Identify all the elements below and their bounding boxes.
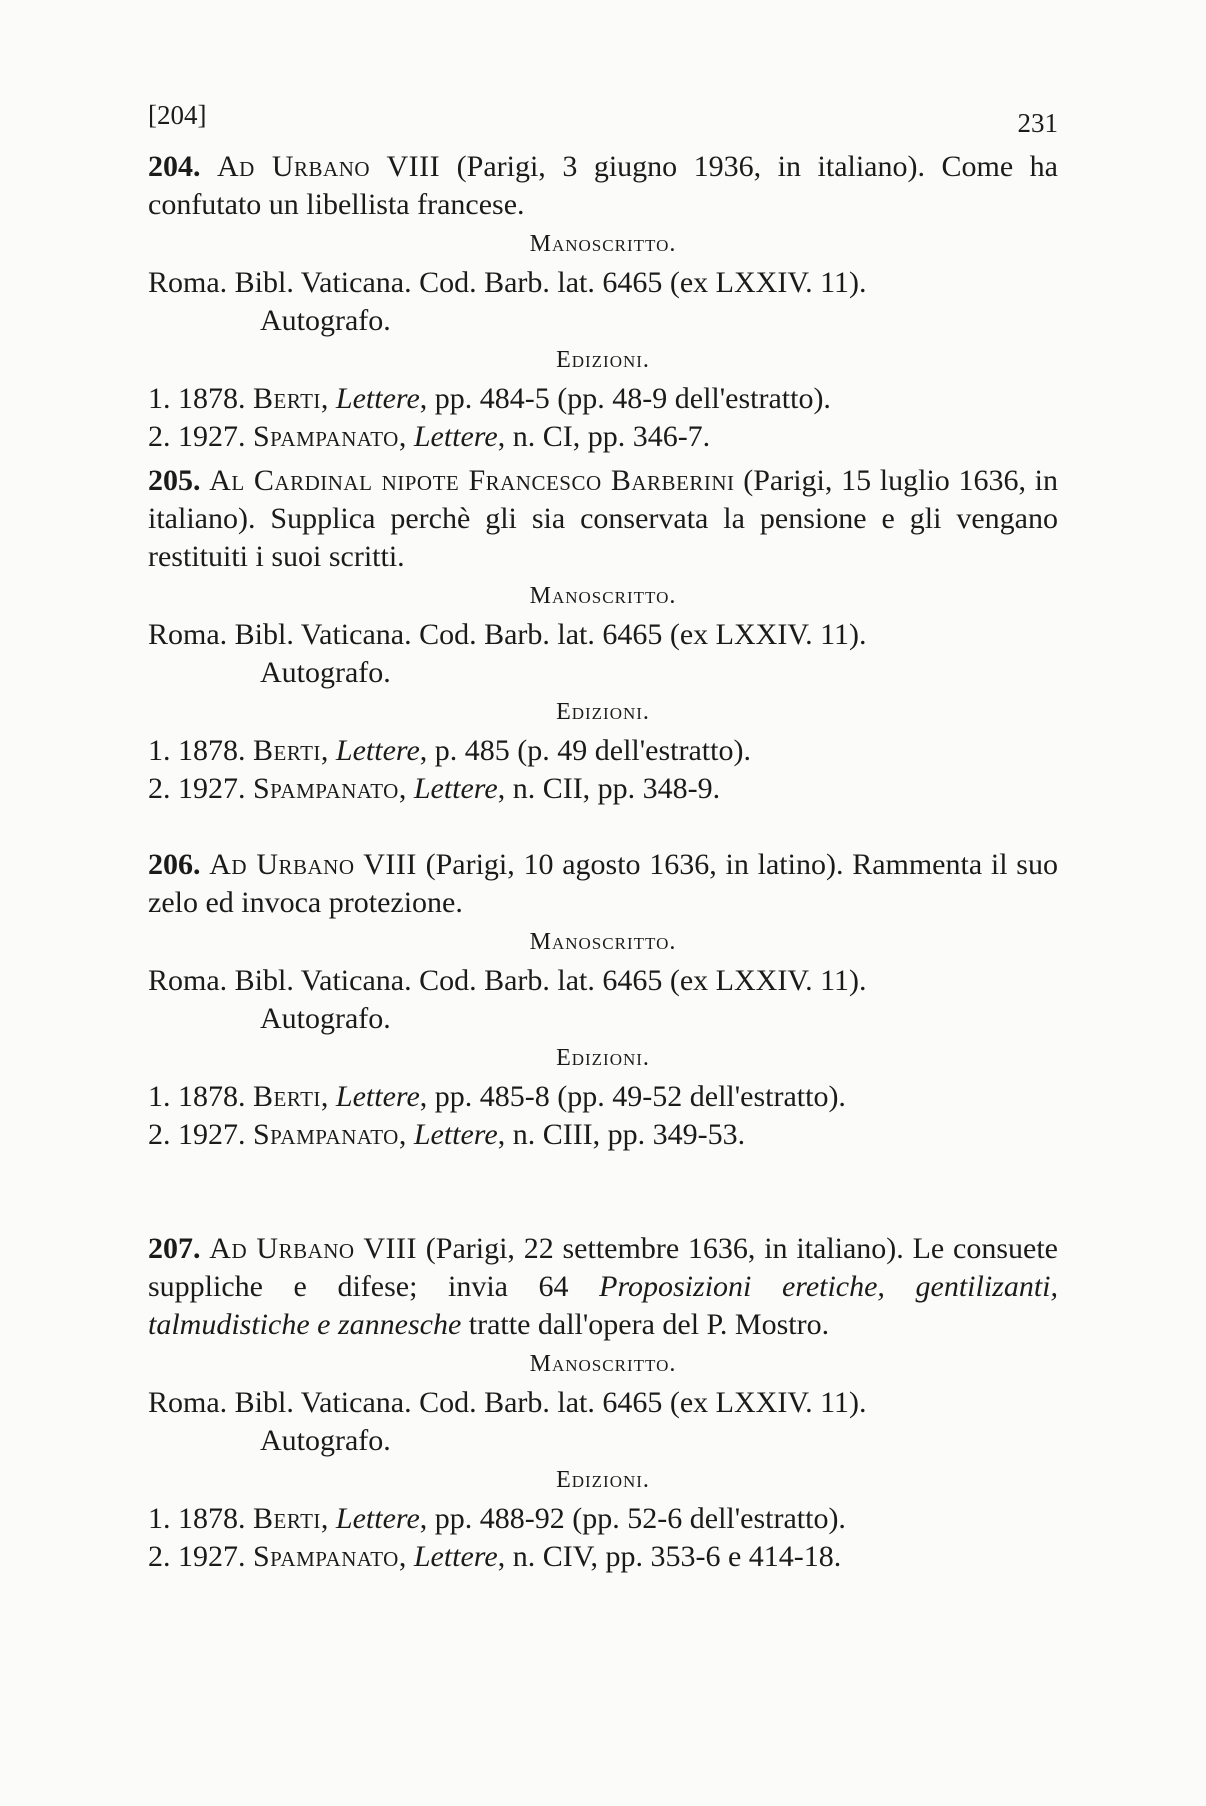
edition-pages: , pp. 485-8 (pp. 49-52 dell'estratto).: [419, 1080, 846, 1113]
entry-heading: [148, 462, 1058, 576]
entry-heading: [148, 846, 1058, 922]
entry-heading: [148, 148, 1058, 224]
edition-author: Spampanato: [253, 420, 399, 453]
edition-sep: ,: [320, 382, 336, 415]
entry-number: 204.: [148, 150, 201, 183]
entry-recipient: Ad Urbano VIII: [217, 150, 441, 183]
edition-pages: , pp. 488-92 (pp. 52-6 dell'estratto).: [419, 1502, 846, 1535]
edition-work: Lettere: [413, 772, 498, 805]
edition-work: Lettere: [413, 1540, 498, 1573]
edition-line: [148, 732, 1058, 770]
manuscript-location: Roma. Bibl. Vaticana. Cod. Barb. lat. 6465 (ex LXXIV. 11).: [148, 1386, 867, 1419]
edizioni-label: Edizioni.: [556, 1045, 650, 1071]
edition-author: Spampanato: [253, 772, 399, 805]
edition-sep: ,: [398, 1540, 414, 1573]
edition-work: Lettere: [335, 1080, 420, 1113]
edition-author: Berti: [253, 734, 321, 767]
manuscript-location: Roma. Bibl. Vaticana. Cod. Barb. lat. 6465 (ex LXXIV. 11).: [148, 618, 867, 651]
edition-sep: ,: [320, 734, 336, 767]
edition-sep: ,: [398, 772, 414, 805]
edition-author: Spampanato: [253, 1540, 399, 1573]
manuscript-note: Autografo.: [260, 1002, 391, 1035]
entry-description: (Parigi, 10 agosto 1636, in latino). Rammenta il suo zelo ed invoca protezione.: [148, 848, 1058, 919]
entry-number: 206.: [148, 848, 201, 881]
edition-work: Lettere: [335, 734, 420, 767]
edition-author: Spampanato: [253, 1118, 399, 1151]
manuscript-note: Autografo.: [260, 304, 391, 337]
manuscript-location: Roma. Bibl. Vaticana. Cod. Barb. lat. 6465 (ex LXXIV. 11).: [148, 964, 867, 997]
edition-prefix: 1. 1878.: [148, 1502, 253, 1535]
edition-prefix: 2. 1927.: [148, 1118, 253, 1151]
entry-recipient: Ad Urbano VIII: [209, 848, 417, 881]
edition-sep: ,: [398, 420, 414, 453]
edition-line: [148, 1078, 1058, 1116]
manuscript-note: Autografo.: [260, 656, 391, 689]
edition-author: Berti: [253, 1080, 321, 1113]
manoscritto-label: Manoscritto.: [529, 583, 677, 609]
edition-work: Lettere: [413, 1118, 498, 1151]
manoscritto-label: Manoscritto.: [529, 929, 677, 955]
edition-prefix: 1. 1878.: [148, 382, 253, 415]
entry-heading: [148, 1230, 1058, 1344]
edition-work: Lettere: [335, 382, 420, 415]
edition-sep: ,: [320, 1080, 336, 1113]
edition-author: Berti: [253, 382, 321, 415]
entry-recipient: Ad Urbano VIII: [209, 1232, 417, 1265]
page-number: 231: [1017, 108, 1058, 138]
edition-line: [148, 770, 1058, 808]
edition-work: Lettere: [413, 420, 498, 453]
entry-206: [148, 846, 1058, 1154]
edizioni-label: Edizioni.: [556, 1467, 650, 1493]
entry-207: [148, 1230, 1058, 1576]
entry-description: (Parigi, 3 giugno 1936, in italiano). Come ha confutato un libellista francese.: [148, 150, 1058, 221]
edition-pages: , pp. 484-5 (pp. 48-9 dell'estratto).: [419, 382, 831, 415]
edition-prefix: 1. 1878.: [148, 734, 253, 767]
entry-description: (Parigi, 15 luglio 1636, in italiano). Supplica perchè gli sia conservata la pensione e gli vengano restituiti i suoi scritti.: [148, 464, 1058, 573]
edition-prefix: 2. 1927.: [148, 420, 253, 453]
edition-pages: , n. CIV, pp. 353-6 e 414-18.: [497, 1540, 842, 1573]
edition-prefix: 2. 1927.: [148, 1540, 253, 1573]
edition-line: [148, 1116, 1058, 1154]
entry-number: 207.: [148, 1232, 201, 1265]
edition-sep: ,: [320, 1502, 336, 1535]
entry-205: [148, 462, 1058, 808]
edizioni-label: Edizioni.: [556, 347, 650, 373]
edition-pages: , n. CII, pp. 348-9.: [497, 772, 721, 805]
entry-description: (Parigi, 22 settembre 1636, in italiano). Le consuete suppliche e difese; invia 64: [148, 1232, 1058, 1303]
edition-pages: , n. CI, pp. 346-7.: [497, 420, 711, 453]
edition-prefix: 1. 1878.: [148, 1080, 253, 1113]
edizioni-label: Edizioni.: [556, 699, 650, 725]
edition-sep: ,: [398, 1118, 414, 1151]
edition-line: [148, 380, 1058, 418]
edition-line: [148, 418, 1058, 456]
entry-recipient: Al Cardinal nipote Francesco Barberini: [209, 464, 735, 497]
edition-pages: , p. 485 (p. 49 dell'estratto).: [419, 734, 751, 767]
edition-work: Lettere: [335, 1502, 420, 1535]
edition-pages: , n. CIII, pp. 349-53.: [497, 1118, 746, 1151]
manoscritto-label: Manoscritto.: [529, 1351, 677, 1377]
edition-line: [148, 1500, 1058, 1538]
edition-prefix: 2. 1927.: [148, 772, 253, 805]
edition-line: [148, 1538, 1058, 1576]
manuscript-note: Autografo.: [260, 1424, 391, 1457]
entry-204: [148, 148, 1058, 456]
entry-italic-title: Proposizioni eretiche, gentilizanti, talmudistiche e zannesche: [148, 1270, 1059, 1341]
header-entry-range: [204]: [148, 100, 207, 130]
manoscritto-label: Manoscritto.: [529, 231, 677, 257]
manuscript-location: Roma. Bibl. Vaticana. Cod. Barb. lat. 6465 (ex LXXIV. 11).: [148, 266, 867, 299]
entry-description-end: tratte dall'opera del P. Mostro.: [461, 1308, 830, 1341]
edition-author: Berti: [253, 1502, 321, 1535]
entry-number: 205.: [148, 464, 201, 497]
